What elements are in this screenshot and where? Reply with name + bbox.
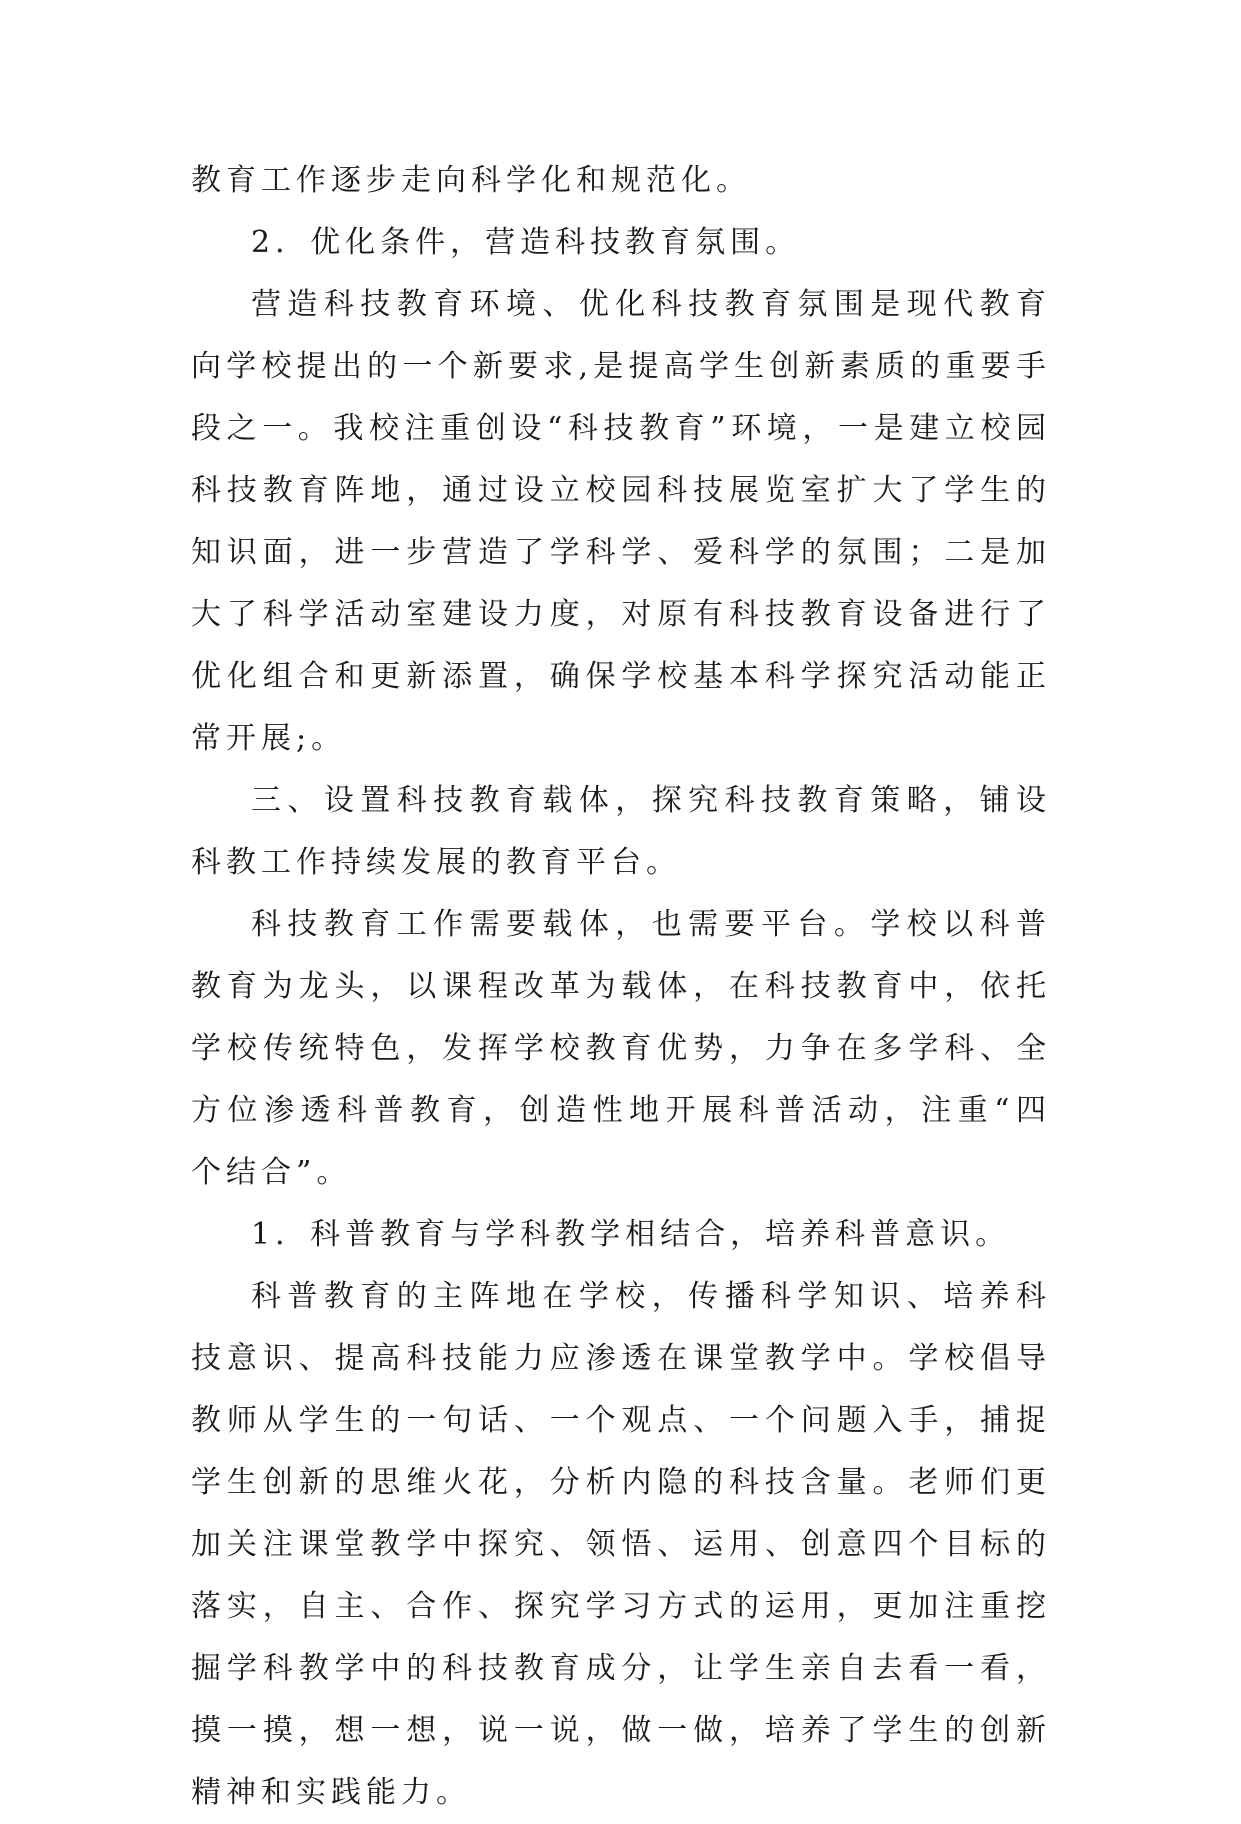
subheading-optimize-conditions: 2．优化条件，营造科技教育氛围。 [251,225,801,260]
document-body [191,150,1051,1824]
paragraph-classroom: 科普教育的主阵地在学校，传播科学知识、培养科技意识、提高科技能力应渗透在课堂教学中。学校倡导教师从学生的一句话、一个观点、一个问题入手，捕捉学生创新的思维火花，分析内隐的科技含量。老师们更加关注课堂教学中探究、领悟、运用、创意四个目标的落实，自主、合作、探究学习方式的运用，更加注重挖掘学科教学中的科技教育成分，让学生亲自去看一看，摸一摸，想一想，说一说，做一做，培养了学生的创新精神和实践能力。 [191,1279,1051,1810]
paragraph-continuation: 教育工作逐步走向科学化和规范化。 [191,163,751,198]
heading-section-three: 三、设置科技教育载体，探究科技教育策略，铺设科教工作持续发展的教育平台。 [191,783,1051,880]
subheading-combine-teaching: 1．科普教育与学科教学相结合，培养科普意识。 [251,1217,1011,1252]
paragraph-environment: 营造科技教育环境、优化科技教育氛围是现代教育向学校提出的一个新要求,是提高学生创新素质的重要手段之一。我校注重创设“科技教育”环境，一是建立校园科技教育阵地，通过设立校园科技展览室扩大了学生的知识面，进一步营造了学科学、爱科学的氛围；二是加大了科学活动室建设力度，对原有科技教育设备进行了优化组合和更新添置，确保学校基本科学探究活动能正常开展;。 [191,287,1051,756]
paragraph-platform: 科技教育工作需要载体，也需要平台。学校以科普教育为龙头，以课程改革为载体，在科技教育中，依托学校传统特色，发挥学校教育优势，力争在多学科、全方位渗透科普教育，创造性地开展科普活动，注重“四个结合”。 [191,907,1051,1190]
